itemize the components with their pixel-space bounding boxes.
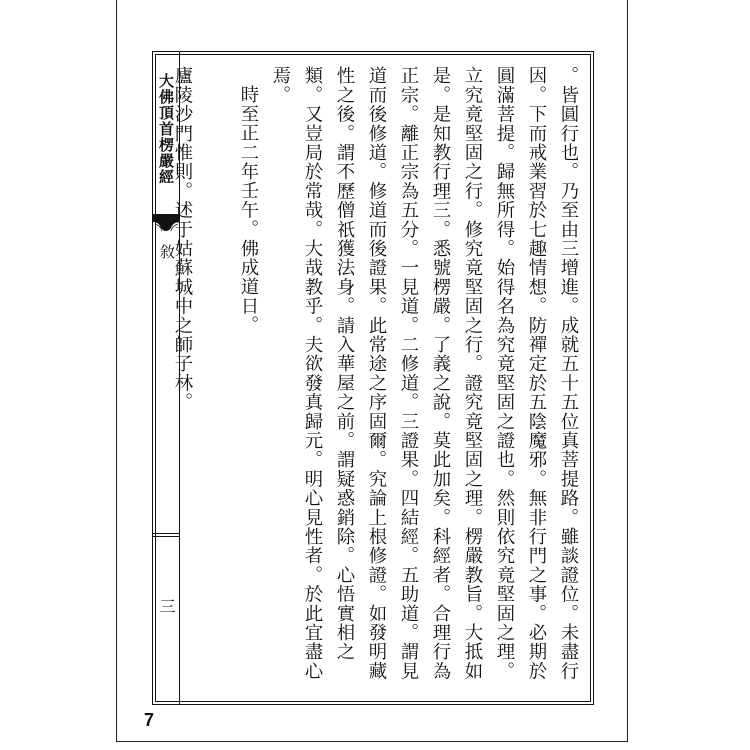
- section-label: 敘: [158, 244, 176, 259]
- main-text-block: [172, 66, 584, 696]
- signature-line: 廬陵沙門惟則。述于姑蘇城中之師子林。: [172, 66, 193, 412]
- book-title: 大佛頂首楞嚴經: [157, 73, 175, 185]
- date-line: 時至正二年壬午。佛成道日。: [238, 85, 259, 335]
- margin-page-number: 三: [157, 598, 176, 614]
- main-paragraph: 。皆圓行也。乃至由三增進。成就五十五位真菩提路。雖談證位。未盡行因。下而戒業習於七趣情想。防禪定於五陰魔邪。無非行門之事。必期於圓滿菩提。歸無所得。始得名為究竟堅固之證也。然則依究竟堅固之理。立究竟堅固之行。修究竟堅固之行。證究竟堅固之理。楞嚴教旨。大抵如是。是知教行理三。悉號楞嚴。了義之說。莫此加矣。科經者。合理行為正宗。離正宗為五分。一見道。二修道。三證果。四結經。五助道。謂見道而後修道。修道而後證果。此常途之序固爾。究論上根修證。如發明藏性之後。謂不歷僧祇獲法身。請入華屋之前。謂疑惑銷除。心悟實相之類。又豈局於常哉。大哉教乎。夫欲發真歸元。明心見性者。於此宜盡心焉。: [270, 66, 579, 681]
- page-folio: 7: [144, 710, 155, 730]
